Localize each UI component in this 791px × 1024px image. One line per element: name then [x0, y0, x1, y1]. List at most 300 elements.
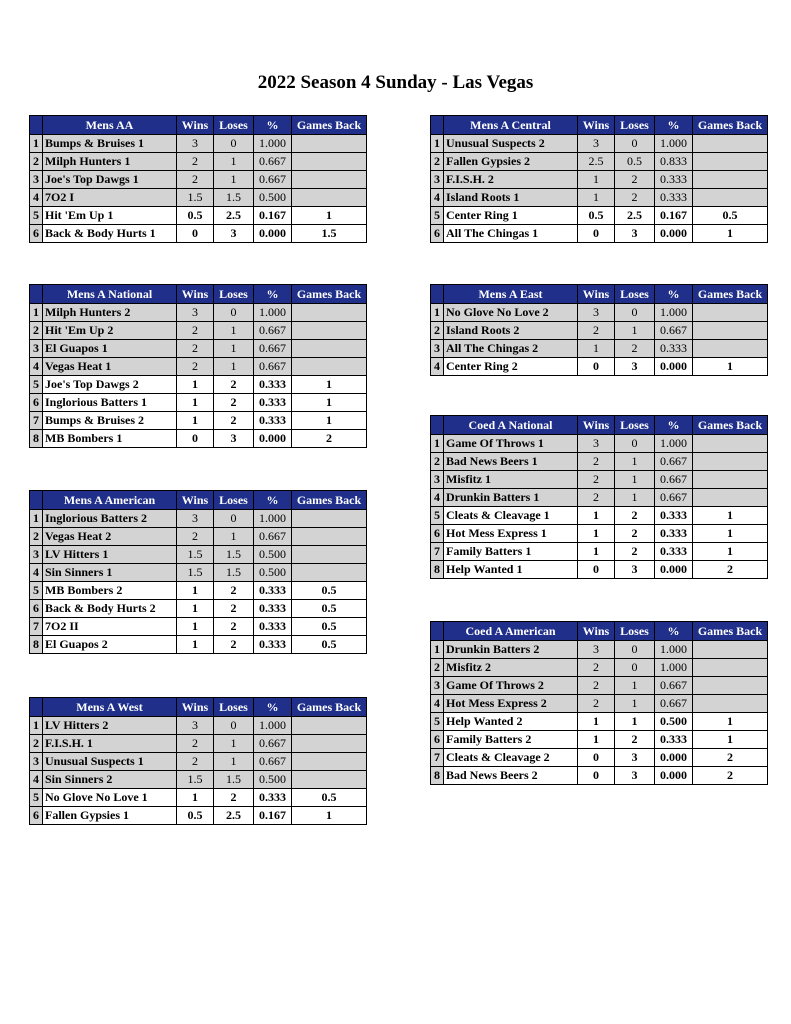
loses-cell: 1.5: [214, 189, 254, 207]
games-back-cell: 1: [693, 731, 768, 749]
standings-table: [430, 415, 768, 579]
rank-cell: 4: [431, 489, 444, 507]
games-back-cell: [693, 322, 768, 340]
pct-cell: 0.333: [254, 412, 292, 430]
team-name-cell: Drunkin Batters 2: [444, 641, 578, 659]
wins-cell: 1: [578, 189, 615, 207]
pct-cell: 0.333: [254, 618, 292, 636]
header-corner: [431, 116, 444, 135]
loses-cell: 1: [615, 677, 655, 695]
rank-cell: 8: [30, 636, 43, 654]
games-back-cell: 1.5: [292, 225, 367, 243]
wins-cell: 2: [578, 695, 615, 713]
pct-cell: 1.000: [254, 510, 292, 528]
rank-cell: 8: [431, 767, 444, 785]
table-row: [431, 207, 768, 225]
rank-cell: 3: [30, 340, 43, 358]
pct-cell: 0.667: [254, 340, 292, 358]
table-row: [30, 171, 367, 189]
rank-cell: 6: [431, 525, 444, 543]
team-name-cell: Back & Body Hurts 2: [43, 600, 177, 618]
team-name-cell: Hit 'Em Up 2: [43, 322, 177, 340]
loses-cell: 2: [214, 412, 254, 430]
loses-cell: 2: [615, 543, 655, 561]
loses-cell: 2: [214, 582, 254, 600]
pct-cell: 0.000: [655, 225, 693, 243]
pct-cell: 0.500: [254, 771, 292, 789]
team-name-cell: Fallen Gypsies 2: [444, 153, 578, 171]
games-back-cell: [693, 471, 768, 489]
pct-header: %: [254, 698, 292, 717]
team-name-cell: Cleats & Cleavage 2: [444, 749, 578, 767]
table-row: [431, 543, 768, 561]
team-name-cell: Cleats & Cleavage 1: [444, 507, 578, 525]
loses-cell: 2.5: [615, 207, 655, 225]
table-header-row: [431, 622, 768, 641]
rank-cell: 1: [30, 510, 43, 528]
table-row: [431, 135, 768, 153]
team-name-cell: 7O2 I: [43, 189, 177, 207]
pct-cell: 1.000: [655, 135, 693, 153]
rank-cell: 3: [30, 546, 43, 564]
wins-cell: 2: [578, 471, 615, 489]
wins-cell: 3: [578, 435, 615, 453]
games-back-cell: [292, 135, 367, 153]
rank-cell: 6: [30, 225, 43, 243]
loses-cell: 1: [214, 322, 254, 340]
division-name: Mens A Central: [444, 116, 578, 135]
table-row: [30, 207, 367, 225]
loses-header: Loses: [615, 622, 655, 641]
games-back-cell: [292, 189, 367, 207]
wins-cell: 0: [578, 225, 615, 243]
loses-cell: 1.5: [214, 564, 254, 582]
page-title: 2022 Season 4 Sunday - Las Vegas: [257, 72, 534, 93]
wins-cell: 2: [177, 340, 214, 358]
table-row: [30, 717, 367, 735]
team-name-cell: Game Of Throws 2: [444, 677, 578, 695]
loses-cell: 2: [615, 525, 655, 543]
pct-cell: 0.667: [655, 677, 693, 695]
loses-cell: 1: [615, 322, 655, 340]
loses-cell: 1: [214, 153, 254, 171]
games-back-cell: [693, 153, 768, 171]
rank-cell: 2: [431, 453, 444, 471]
wins-cell: 2: [177, 153, 214, 171]
table-row: [431, 749, 768, 767]
pct-cell: 0.333: [655, 525, 693, 543]
games-back-cell: [292, 153, 367, 171]
pct-cell: 0.667: [254, 528, 292, 546]
games-back-cell: [693, 659, 768, 677]
rank-cell: 2: [30, 322, 43, 340]
games-back-cell: [292, 546, 367, 564]
table-header-row: [431, 116, 768, 135]
team-name-cell: Bad News Beers 1: [444, 453, 578, 471]
games-back-header: Games Back: [693, 416, 768, 435]
rank-cell: 7: [431, 749, 444, 767]
rank-cell: 1: [431, 641, 444, 659]
games-back-cell: [292, 771, 367, 789]
wins-cell: 1.5: [177, 189, 214, 207]
table-row: [30, 412, 367, 430]
wins-header: Wins: [578, 116, 615, 135]
table-row: [30, 564, 367, 582]
table-row: [30, 376, 367, 394]
header-corner: [431, 285, 444, 304]
wins-cell: 1: [578, 543, 615, 561]
team-name-cell: Bumps & Bruises 2: [43, 412, 177, 430]
pct-cell: 0.333: [655, 189, 693, 207]
loses-cell: 3: [615, 358, 655, 376]
rank-cell: 2: [431, 322, 444, 340]
wins-cell: 2: [177, 753, 214, 771]
table-header-row: [30, 491, 367, 510]
rank-cell: 1: [30, 304, 43, 322]
table-row: [431, 641, 768, 659]
loses-cell: 0: [214, 135, 254, 153]
rank-cell: 5: [431, 713, 444, 731]
team-name-cell: Milph Hunters 1: [43, 153, 177, 171]
loses-header: Loses: [214, 116, 254, 135]
team-name-cell: Joe's Top Dawgs 1: [43, 171, 177, 189]
header-corner: [431, 622, 444, 641]
loses-cell: 1: [615, 453, 655, 471]
pct-cell: 0.333: [655, 171, 693, 189]
team-name-cell: Family Batters 2: [444, 731, 578, 749]
games-back-cell: 1: [693, 713, 768, 731]
loses-cell: 0: [214, 510, 254, 528]
team-name-cell: MB Bombers 2: [43, 582, 177, 600]
loses-cell: 1: [615, 489, 655, 507]
rank-cell: 3: [431, 471, 444, 489]
games-back-header: Games Back: [292, 491, 367, 510]
loses-cell: 1: [615, 471, 655, 489]
loses-header: Loses: [615, 116, 655, 135]
games-back-cell: [693, 435, 768, 453]
pct-cell: 0.333: [254, 394, 292, 412]
pct-cell: 0.000: [655, 358, 693, 376]
pct-header: %: [655, 622, 693, 641]
loses-cell: 1.5: [214, 546, 254, 564]
pct-header: %: [655, 285, 693, 304]
wins-cell: 3: [578, 135, 615, 153]
pct-cell: 0.333: [655, 507, 693, 525]
rank-cell: 2: [30, 153, 43, 171]
wins-cell: 0: [578, 767, 615, 785]
pct-cell: 0.667: [254, 171, 292, 189]
rank-cell: 7: [30, 412, 43, 430]
wins-cell: 3: [177, 304, 214, 322]
rank-cell: 8: [30, 430, 43, 448]
loses-cell: 1: [214, 171, 254, 189]
wins-cell: 1.5: [177, 546, 214, 564]
team-name-cell: Hit 'Em Up 1: [43, 207, 177, 225]
team-name-cell: Hot Mess Express 2: [444, 695, 578, 713]
table-row: [431, 561, 768, 579]
team-name-cell: LV Hitters 1: [43, 546, 177, 564]
games-back-cell: [292, 171, 367, 189]
team-name-cell: Bumps & Bruises 1: [43, 135, 177, 153]
wins-cell: 0: [578, 358, 615, 376]
games-back-cell: [693, 677, 768, 695]
wins-cell: 2: [578, 322, 615, 340]
wins-cell: 0.5: [177, 807, 214, 825]
header-corner: [431, 416, 444, 435]
team-name-cell: F.I.S.H. 2: [444, 171, 578, 189]
loses-cell: 1: [214, 340, 254, 358]
table-row: [431, 695, 768, 713]
table-row: [30, 753, 367, 771]
wins-cell: 3: [177, 717, 214, 735]
games-back-cell: [693, 304, 768, 322]
pct-cell: 0.500: [254, 564, 292, 582]
rank-cell: 5: [431, 207, 444, 225]
header-corner: [30, 491, 43, 510]
pct-cell: 1.000: [254, 717, 292, 735]
rank-cell: 7: [30, 618, 43, 636]
pct-cell: 0.167: [254, 807, 292, 825]
games-back-cell: 1: [292, 394, 367, 412]
wins-cell: 0: [578, 749, 615, 767]
pct-cell: 0.167: [655, 207, 693, 225]
team-name-cell: Joe's Top Dawgs 2: [43, 376, 177, 394]
wins-cell: 3: [177, 135, 214, 153]
pct-cell: 0.667: [254, 153, 292, 171]
team-name-cell: Island Roots 2: [444, 322, 578, 340]
rank-cell: 3: [30, 171, 43, 189]
loses-header: Loses: [214, 285, 254, 304]
games-back-cell: 1: [693, 525, 768, 543]
team-name-cell: Inglorious Batters 2: [43, 510, 177, 528]
team-name-cell: No Glove No Love 1: [43, 789, 177, 807]
pct-header: %: [655, 416, 693, 435]
table-row: [431, 507, 768, 525]
rank-cell: 4: [30, 771, 43, 789]
games-back-cell: [693, 135, 768, 153]
team-name-cell: Family Batters 1: [444, 543, 578, 561]
team-name-cell: El Guapos 1: [43, 340, 177, 358]
games-back-cell: [292, 304, 367, 322]
wins-cell: 3: [578, 304, 615, 322]
table-row: [30, 582, 367, 600]
pct-cell: 0.667: [655, 695, 693, 713]
pct-cell: 0.000: [655, 767, 693, 785]
pct-cell: 0.333: [655, 340, 693, 358]
games-back-cell: 1: [693, 507, 768, 525]
wins-cell: 2: [177, 171, 214, 189]
table-row: [30, 636, 367, 654]
pct-cell: 0.667: [254, 735, 292, 753]
wins-cell: 2: [578, 677, 615, 695]
table-row: [431, 471, 768, 489]
team-name-cell: Help Wanted 2: [444, 713, 578, 731]
team-name-cell: F.I.S.H. 1: [43, 735, 177, 753]
games-back-cell: 0.5: [292, 618, 367, 636]
division-name: Coed A National: [444, 416, 578, 435]
rank-cell: 5: [30, 582, 43, 600]
team-name-cell: Bad News Beers 2: [444, 767, 578, 785]
loses-cell: 3: [214, 225, 254, 243]
pct-cell: 0.667: [655, 453, 693, 471]
table-row: [431, 322, 768, 340]
team-name-cell: Unusual Suspects 2: [444, 135, 578, 153]
pct-header: %: [254, 491, 292, 510]
games-back-cell: [292, 717, 367, 735]
games-back-header: Games Back: [292, 285, 367, 304]
header-corner: [30, 116, 43, 135]
pct-cell: 0.667: [655, 471, 693, 489]
loses-header: Loses: [214, 698, 254, 717]
header-corner: [30, 285, 43, 304]
rank-cell: 3: [431, 677, 444, 695]
team-name-cell: Center Ring 2: [444, 358, 578, 376]
pct-cell: 1.000: [655, 435, 693, 453]
wins-cell: 2: [177, 322, 214, 340]
pct-cell: 0.000: [254, 430, 292, 448]
wins-header: Wins: [177, 698, 214, 717]
table-row: [30, 322, 367, 340]
wins-cell: 0: [177, 430, 214, 448]
pct-cell: 1.000: [655, 659, 693, 677]
games-back-cell: [693, 340, 768, 358]
rank-cell: 1: [431, 435, 444, 453]
games-back-cell: 2: [693, 767, 768, 785]
table-row: [431, 659, 768, 677]
table-row: [431, 340, 768, 358]
loses-cell: 2: [615, 340, 655, 358]
loses-cell: 2: [214, 376, 254, 394]
games-back-header: Games Back: [693, 622, 768, 641]
table-row: [431, 225, 768, 243]
rank-cell: 5: [431, 507, 444, 525]
pct-cell: 0.667: [254, 753, 292, 771]
games-back-cell: [292, 510, 367, 528]
games-back-header: Games Back: [693, 285, 768, 304]
wins-cell: 0: [177, 225, 214, 243]
wins-cell: 3: [177, 510, 214, 528]
standings-table: [29, 284, 367, 448]
rank-cell: 6: [30, 394, 43, 412]
division-name: Mens AA: [43, 116, 177, 135]
pct-cell: 0.333: [655, 731, 693, 749]
rank-cell: 1: [431, 135, 444, 153]
team-name-cell: Center Ring 1: [444, 207, 578, 225]
standings-table: [430, 621, 768, 785]
table-row: [30, 735, 367, 753]
pct-header: %: [655, 116, 693, 135]
team-name-cell: MB Bombers 1: [43, 430, 177, 448]
wins-cell: 2: [177, 528, 214, 546]
rank-cell: 6: [30, 807, 43, 825]
games-back-cell: [693, 489, 768, 507]
games-back-cell: [292, 340, 367, 358]
table-row: [431, 358, 768, 376]
games-back-cell: 0.5: [292, 789, 367, 807]
rank-cell: 1: [30, 135, 43, 153]
team-name-cell: All The Chingas 1: [444, 225, 578, 243]
team-name-cell: No Glove No Love 2: [444, 304, 578, 322]
loses-cell: 0: [615, 435, 655, 453]
team-name-cell: Back & Body Hurts 1: [43, 225, 177, 243]
team-name-cell: Drunkin Batters 1: [444, 489, 578, 507]
team-name-cell: Inglorious Batters 1: [43, 394, 177, 412]
team-name-cell: Help Wanted 1: [444, 561, 578, 579]
pct-cell: 0.500: [655, 713, 693, 731]
pct-cell: 0.333: [254, 376, 292, 394]
team-name-cell: Vegas Heat 1: [43, 358, 177, 376]
rank-cell: 6: [431, 731, 444, 749]
table-row: [30, 430, 367, 448]
rank-cell: 6: [431, 225, 444, 243]
loses-cell: 3: [615, 767, 655, 785]
team-name-cell: Misfitz 1: [444, 471, 578, 489]
loses-cell: 1.5: [214, 771, 254, 789]
games-back-cell: [292, 753, 367, 771]
loses-header: Loses: [615, 285, 655, 304]
wins-cell: 0.5: [578, 207, 615, 225]
wins-cell: 0.5: [177, 207, 214, 225]
table-row: [30, 189, 367, 207]
pct-cell: 0.000: [655, 749, 693, 767]
standings-table: [29, 490, 367, 654]
rank-cell: 5: [30, 376, 43, 394]
standings-table: [29, 697, 367, 825]
wins-header: Wins: [578, 285, 615, 304]
table-row: [431, 525, 768, 543]
table-row: [30, 600, 367, 618]
team-name-cell: Sin Sinners 2: [43, 771, 177, 789]
pct-cell: 0.500: [254, 546, 292, 564]
wins-cell: 2: [578, 489, 615, 507]
games-back-cell: [693, 453, 768, 471]
loses-cell: 1: [615, 695, 655, 713]
loses-cell: 2: [615, 507, 655, 525]
loses-cell: 2: [615, 171, 655, 189]
team-name-cell: Game Of Throws 1: [444, 435, 578, 453]
team-name-cell: LV Hitters 2: [43, 717, 177, 735]
loses-cell: 1: [214, 358, 254, 376]
loses-cell: 2: [214, 394, 254, 412]
loses-header: Loses: [615, 416, 655, 435]
pct-cell: 0.333: [655, 543, 693, 561]
rank-cell: 6: [30, 600, 43, 618]
games-back-cell: [292, 528, 367, 546]
team-name-cell: Island Roots 1: [444, 189, 578, 207]
rank-cell: 2: [431, 659, 444, 677]
table-row: [431, 677, 768, 695]
table-row: [30, 807, 367, 825]
wins-cell: 1: [177, 412, 214, 430]
wins-cell: 0: [578, 561, 615, 579]
wins-cell: 1: [578, 171, 615, 189]
table-row: [431, 767, 768, 785]
games-back-cell: 1: [693, 225, 768, 243]
pct-cell: 0.833: [655, 153, 693, 171]
games-back-cell: 0.5: [292, 600, 367, 618]
rank-cell: 4: [431, 358, 444, 376]
rank-cell: 2: [431, 153, 444, 171]
table-row: [431, 171, 768, 189]
wins-cell: 1: [177, 582, 214, 600]
loses-cell: 3: [615, 749, 655, 767]
loses-cell: 0: [615, 659, 655, 677]
pct-cell: 0.000: [254, 225, 292, 243]
team-name-cell: 7O2 II: [43, 618, 177, 636]
rank-cell: 2: [30, 735, 43, 753]
loses-cell: 0: [214, 304, 254, 322]
games-back-cell: 1: [693, 543, 768, 561]
